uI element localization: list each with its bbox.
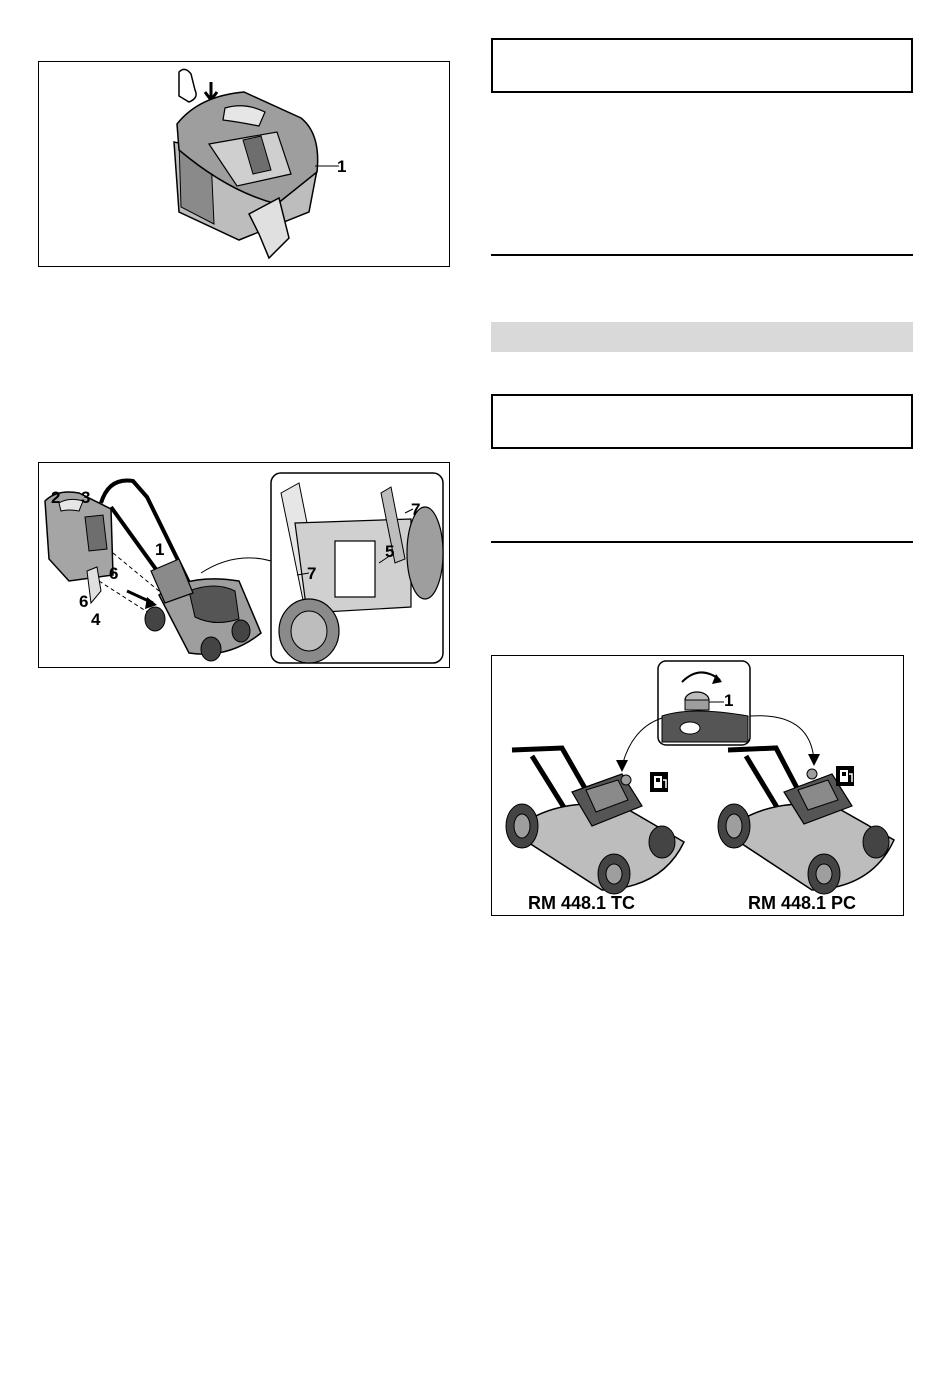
- mower-attach-illustration: [39, 463, 451, 669]
- callout-1: 1: [155, 540, 165, 559]
- fuel-pump-icon: [836, 766, 854, 786]
- note-box-middle: [491, 394, 913, 449]
- grass-catcher-illustration: [39, 62, 451, 268]
- callout-7: 7: [307, 564, 317, 583]
- callout-5: 5: [385, 542, 395, 561]
- figure-mower-attach-catcher: [38, 462, 450, 668]
- figure-grass-catcher-lid: [38, 61, 450, 267]
- callout-6: 6: [79, 592, 89, 611]
- callout-2: 2: [51, 488, 61, 507]
- callout-6: 6: [109, 564, 119, 583]
- callout-1: 1: [724, 691, 734, 710]
- callout-1: 1: [337, 157, 347, 176]
- callout-7: 7: [411, 500, 421, 519]
- note-box-top: [491, 38, 913, 93]
- divider-rule: [491, 254, 913, 256]
- caption-rm-448-1-tc: RM 448.1 TC: [528, 893, 636, 913]
- caption-rm-448-1-pc: RM 448.1 PC: [748, 893, 857, 913]
- callout-3: 3: [81, 488, 91, 507]
- figure-fuel-cap: [491, 655, 904, 916]
- fuel-cap-illustration: [492, 656, 905, 917]
- divider-rule: [491, 541, 913, 543]
- fuel-pump-icon: [650, 772, 668, 792]
- section-heading-band: [491, 322, 913, 352]
- callout-4: 4: [91, 610, 101, 629]
